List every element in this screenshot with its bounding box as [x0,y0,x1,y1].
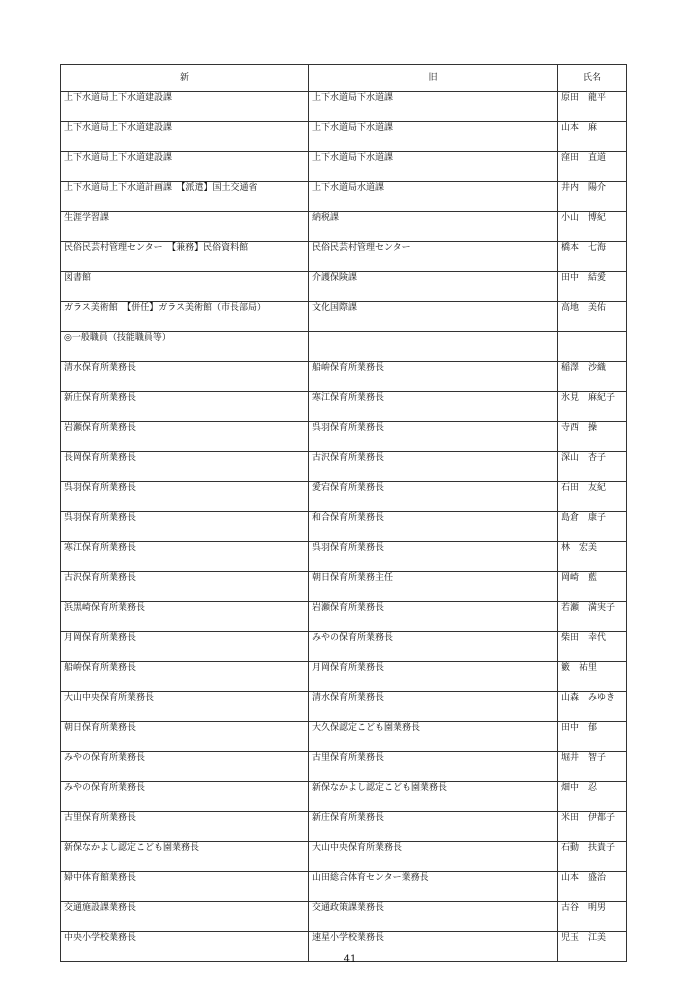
header-name: 氏名 [558,65,627,92]
cell-name: 堀井 智子 [558,752,627,782]
header-row [61,65,627,92]
cell-name: 氷見 麻紀子 [558,392,627,422]
cell-new: ◎一般職員（技能職員等） [61,332,309,362]
cell-name: 畑中 忍 [558,782,627,812]
cell-new: ガラス美術館 【併任】ガラス美術館（市長部局） [61,302,309,332]
table-header [61,65,627,92]
cell-old: 交通政策課業務長 [309,902,558,932]
table-body [61,92,627,962]
cell-old: 月岡保育所業務長 [309,662,558,692]
table-row [61,212,627,242]
table-row [61,272,627,302]
cell-name: 児玉 江美 [558,932,627,962]
table-row [61,512,627,542]
cell-old: 朝日保育所業務主任 [309,572,558,602]
table-row [61,362,627,392]
cell-name: 高地 美佑 [558,302,627,332]
cell-new: 呉羽保育所業務長 [61,512,309,542]
table-row [61,662,627,692]
header-new: 新 [61,65,309,92]
cell-new: 船峅保育所業務長 [61,662,309,692]
cell-name: 田中 結愛 [558,272,627,302]
cell-new: 長岡保育所業務長 [61,452,309,482]
cell-name: 石田 友紀 [558,482,627,512]
table-row [61,812,627,842]
personnel-table [60,64,627,962]
table-row [61,92,627,122]
cell-old: 古沢保育所業務長 [309,452,558,482]
cell-old: 民俗民芸村管理センター [309,242,558,272]
cell-new: 婦中体育館業務長 [61,872,309,902]
table-row [61,782,627,812]
cell-old: 山田総合体育センター業務長 [309,872,558,902]
table-row [61,632,627,662]
cell-new: みやの保育所業務長 [61,752,309,782]
cell-old: みやの保育所業務長 [309,632,558,662]
table-row [61,242,627,272]
cell-new: 岩瀬保育所業務長 [61,422,309,452]
cell-new: 大山中央保育所業務長 [61,692,309,722]
cell-new: 朝日保育所業務長 [61,722,309,752]
cell-name: 若瀬 満実子 [558,602,627,632]
cell-name: 米田 伊都子 [558,812,627,842]
cell-name: 田中 郁 [558,722,627,752]
cell-new: 月岡保育所業務長 [61,632,309,662]
table-row [61,752,627,782]
cell-new: 新庄保育所業務長 [61,392,309,422]
cell-name: 原田 龍平 [558,92,627,122]
cell-old: 呉羽保育所業務長 [309,542,558,572]
cell-name: 山本 麻 [558,122,627,152]
cell-old: 岩瀬保育所業務長 [309,602,558,632]
table-row [61,572,627,602]
cell-new: みやの保育所業務長 [61,782,309,812]
table-row [61,902,627,932]
cell-new: 浜黒崎保育所業務長 [61,602,309,632]
cell-old: 愛宕保育所業務長 [309,482,558,512]
cell-old: 古里保育所業務長 [309,752,558,782]
cell-new: 寒江保育所業務長 [61,542,309,572]
cell-old: 大山中央保育所業務長 [309,842,558,872]
table-row [61,302,627,332]
cell-new: 上下水道局上下水道建設課 [61,152,309,182]
cell-name: 石動 扶貴子 [558,842,627,872]
table-row [61,332,627,362]
table-row [61,722,627,752]
cell-name: 寺西 操 [558,422,627,452]
cell-name: 井内 陽介 [558,182,627,212]
cell-new: 交通施設課業務長 [61,902,309,932]
table-row [61,482,627,512]
cell-new: 上下水道局上下水道建設課 [61,92,309,122]
cell-name: 籔 祐里 [558,662,627,692]
cell-old: 上下水道局下水道課 [309,152,558,182]
cell-old: 寒江保育所業務長 [309,392,558,422]
cell-old [309,332,558,362]
cell-old: 納税課 [309,212,558,242]
cell-new: 上下水道局上下水道建設課 [61,122,309,152]
table-row [61,152,627,182]
table-row [61,842,627,872]
cell-name: 橋本 七海 [558,242,627,272]
cell-new: 上下水道局上下水道計画課 【派遣】国土交通省 [61,182,309,212]
cell-new: 呉羽保育所業務長 [61,482,309,512]
cell-new: 古沢保育所業務長 [61,572,309,602]
cell-new: 中央小学校業務長 [61,932,309,962]
cell-old: 清水保育所業務長 [309,692,558,722]
cell-name: 岡崎 藍 [558,572,627,602]
page-number: 41 [343,954,357,965]
cell-name [558,332,627,362]
cell-name: 小山 博紀 [558,212,627,242]
cell-name: 深山 杏子 [558,452,627,482]
cell-name: 島倉 康子 [558,512,627,542]
cell-old: 文化国際課 [309,302,558,332]
cell-old: 呉羽保育所業務長 [309,422,558,452]
cell-name: 柴田 幸代 [558,632,627,662]
cell-old: 上下水道局下水道課 [309,92,558,122]
cell-old: 上下水道局水道課 [309,182,558,212]
header-old: 旧 [309,65,558,92]
table-row [61,542,627,572]
cell-old: 上下水道局下水道課 [309,122,558,152]
cell-new: 清水保育所業務長 [61,362,309,392]
cell-name: 古谷 明男 [558,902,627,932]
table-row [61,182,627,212]
cell-old: 速星小学校業務長 [309,932,558,962]
table-row [61,422,627,452]
cell-new: 生涯学習課 [61,212,309,242]
cell-old: 大久保認定こども園業務長 [309,722,558,752]
table-row [61,602,627,632]
table-row [61,122,627,152]
table-row [61,872,627,902]
cell-name: 窪田 直道 [558,152,627,182]
cell-old: 新保なかよし認定こども園業務長 [309,782,558,812]
cell-name: 林 宏美 [558,542,627,572]
cell-name: 山森 みゆき [558,692,627,722]
table-row [61,452,627,482]
cell-name: 稲澤 沙織 [558,362,627,392]
table-row [61,692,627,722]
cell-old: 船峅保育所業務長 [309,362,558,392]
cell-new: 図書館 [61,272,309,302]
cell-new: 新保なかよし認定こども園業務長 [61,842,309,872]
cell-new: 民俗民芸村管理センター 【兼務】民俗資料館 [61,242,309,272]
cell-old: 新庄保育所業務長 [309,812,558,842]
cell-old: 和合保育所業務長 [309,512,558,542]
table-row [61,392,627,422]
cell-new: 古里保育所業務長 [61,812,309,842]
cell-name: 山本 盛治 [558,872,627,902]
cell-old: 介護保険課 [309,272,558,302]
